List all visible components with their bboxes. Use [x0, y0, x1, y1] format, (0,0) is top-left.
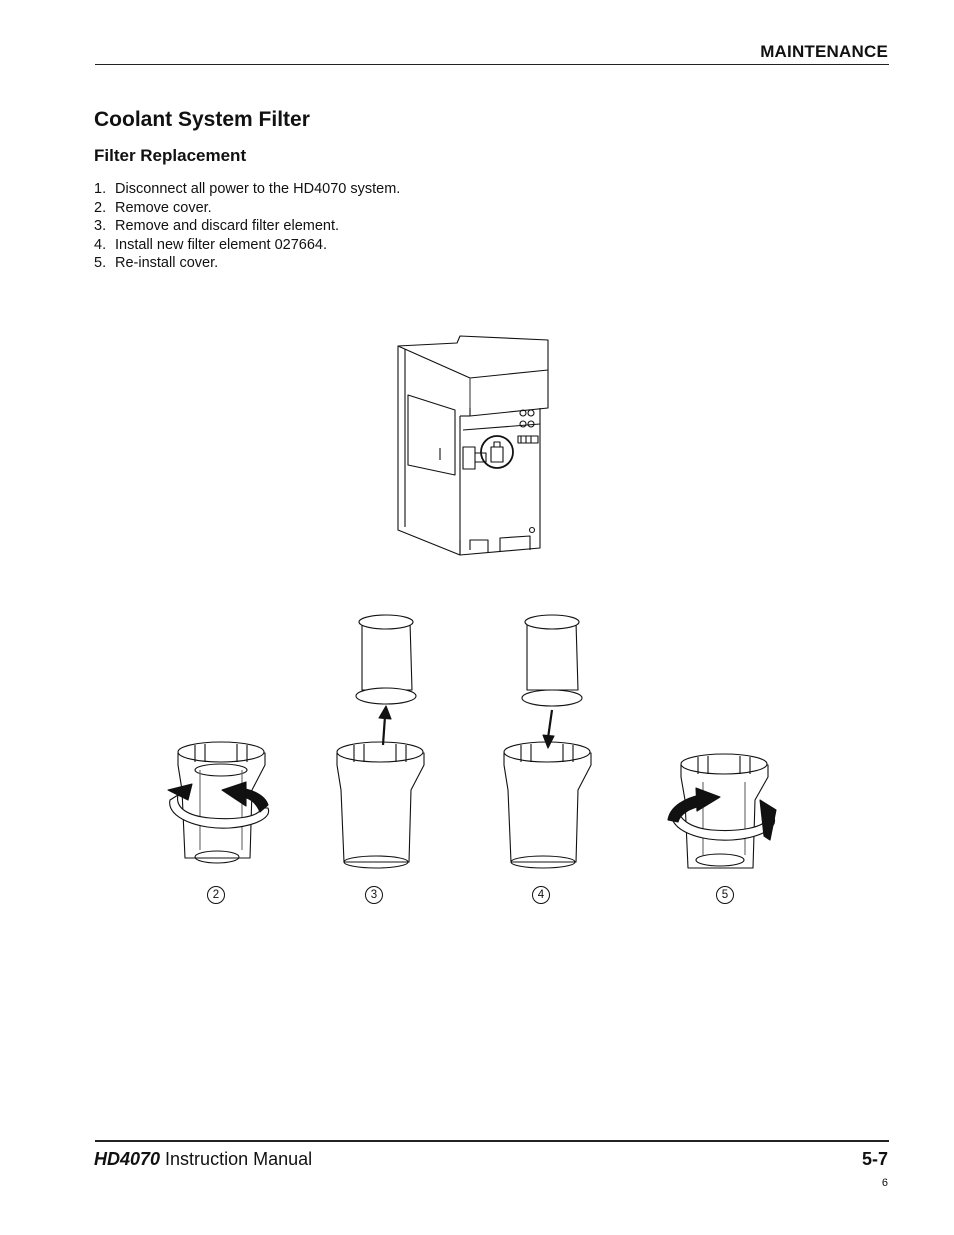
subsection-title: Filter Replacement: [94, 146, 247, 165]
step-text: Disconnect all power to the HD4070 system.: [115, 181, 401, 197]
filter-housing-step3: [337, 615, 424, 868]
page-number: 5-7: [861, 1149, 888, 1169]
footer-title: [94, 1149, 312, 1170]
callout-step-2: 2: [207, 886, 225, 904]
step-text: Remove cover.: [115, 199, 212, 216]
step-text: Re-install cover.: [115, 255, 219, 272]
model-name: HD4070: [94, 1149, 161, 1169]
callout-step-4: 4: [532, 886, 550, 904]
step-number: 3.: [94, 218, 107, 235]
step-number: 4.: [94, 236, 107, 253]
step-number: 2.: [94, 199, 107, 216]
step-number: 5.: [94, 255, 107, 272]
coolant-unit-illustration: [398, 336, 548, 555]
callout-step-3: 3: [365, 886, 383, 904]
manual-label: Instruction Manual: [160, 1149, 313, 1169]
page-index: 6: [881, 1177, 888, 1189]
filter-housing-step5: [668, 754, 776, 868]
page-title: Coolant System Filter: [94, 108, 310, 131]
step-text: Remove and discard filter element.: [115, 218, 340, 235]
filter-housing-step4: [504, 615, 591, 868]
filter-housing-step2: [168, 742, 269, 863]
step-text: Install new filter element 027664.: [115, 236, 327, 253]
footer-rule: [95, 1140, 889, 1142]
step-number: 1.: [94, 181, 107, 197]
section-header: MAINTENANCE: [760, 42, 888, 61]
callout-step-5: 5: [716, 886, 734, 904]
